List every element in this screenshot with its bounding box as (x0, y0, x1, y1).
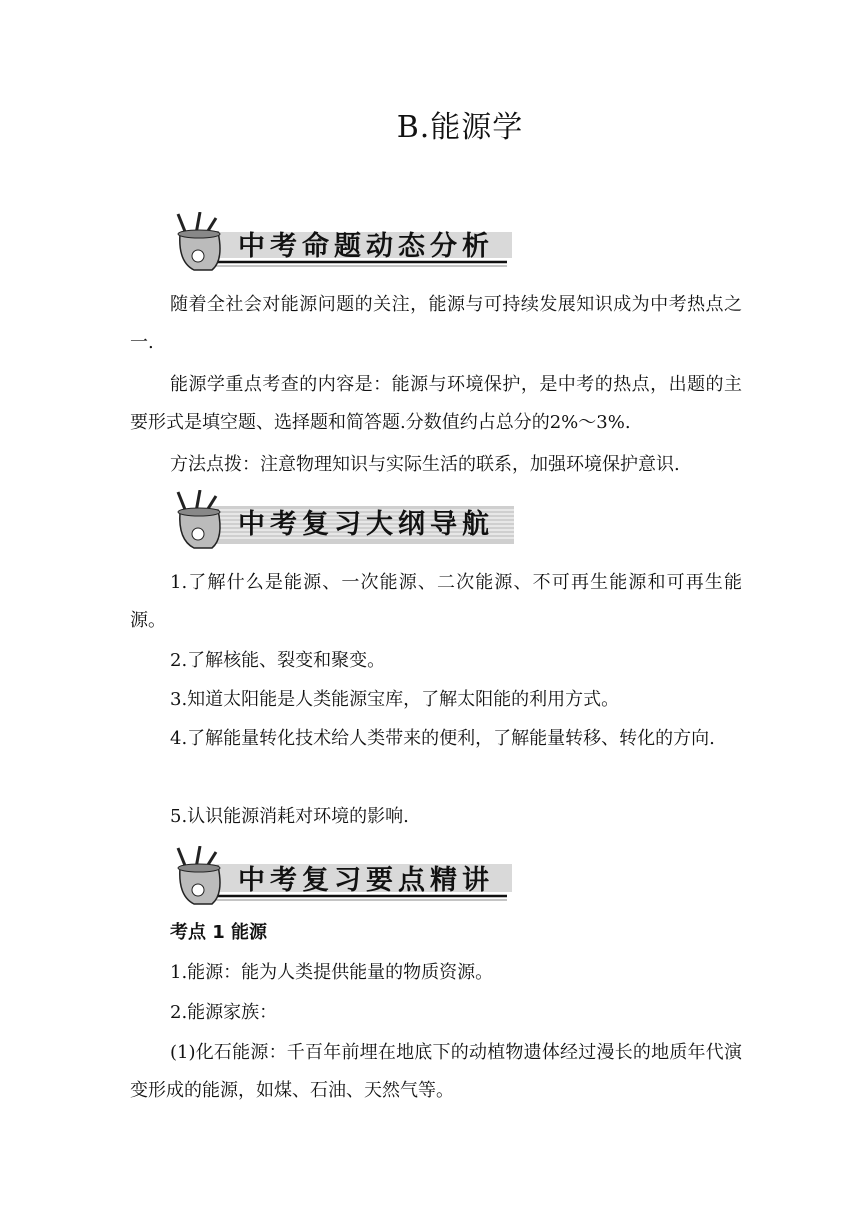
paragraph: (1)化石能源：千百年前埋在地底下的动植物遗体经过漫长的地质年代演变形成的能源，如煤、石油、天然气等。 (130, 1042, 742, 1101)
key-point-heading: 考点 1 能源 (170, 922, 268, 943)
section-banner-outline (172, 490, 517, 552)
outline-item: 4.了解能量转化技术给人类带来的便利，了解能量转移、转化的方向. (170, 728, 715, 749)
paragraph: 能源学重点考查的内容是：能源与环境保护，是中考的热点，出题的主要形式是填空题、选择题和简答题.分数值约占总分的2%～3%. (130, 374, 742, 433)
outline-item: 5.认识能源消耗对环境的影响. (170, 806, 409, 827)
paragraph: 2.能源家族： (170, 1002, 278, 1023)
outline-item: 1.了解什么是能源、一次能源、二次能源、不可再生能源和可再生能源。 (130, 572, 742, 631)
section-banner-key-points (172, 846, 517, 908)
banner-label: 中考复习大纲导航 (238, 509, 494, 540)
paragraph: 1.能源：能为人类提供能量的物质资源。 (170, 962, 494, 983)
paragraph: 方法点拨：注意物理知识与实际生活的联系，加强环境保护意识. (170, 454, 680, 475)
outline-item: 3.知道太阳能是人类能源宝库，了解太阳能的利用方式。 (170, 689, 620, 710)
banner-label: 中考复习要点精讲 (238, 865, 494, 896)
paragraph: 随着全社会对能源问题的关注，能源与可持续发展知识成为中考热点之一. (130, 294, 742, 353)
banner-label: 中考命题动态分析 (238, 231, 494, 262)
outline-item: 2.了解核能、裂变和聚变。 (170, 650, 386, 671)
section-banner-analysis (172, 212, 517, 274)
page-title: B.能源学 (396, 110, 524, 145)
